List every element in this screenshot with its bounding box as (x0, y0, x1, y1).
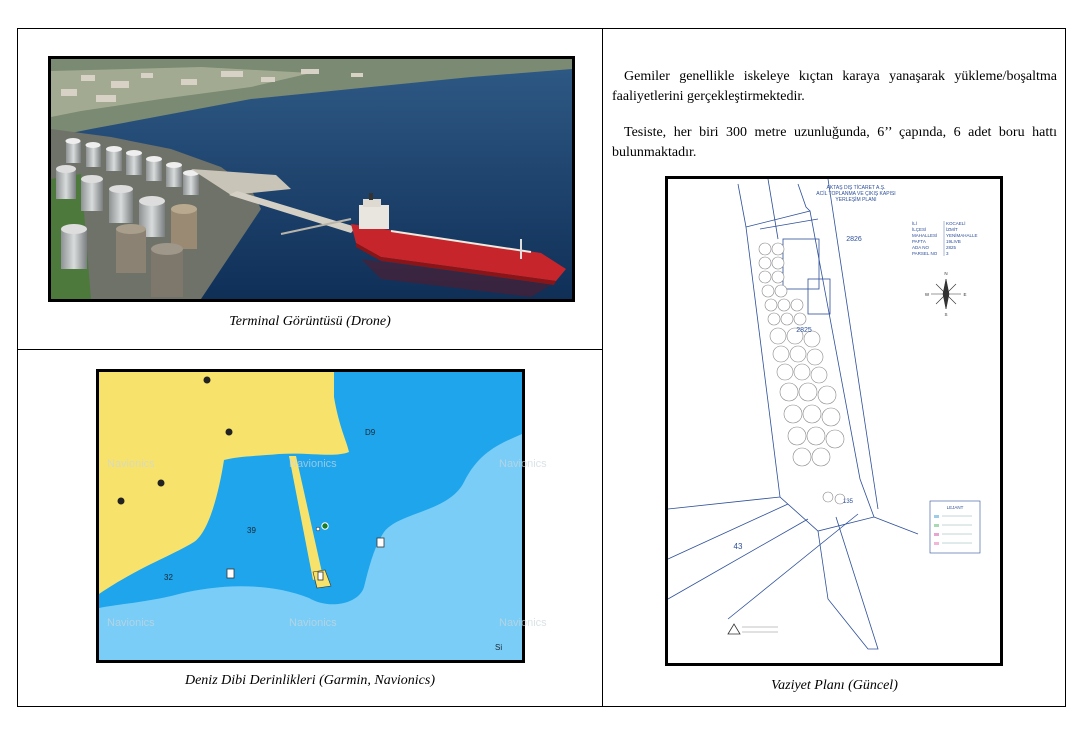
info-key: ADA NO (912, 245, 930, 250)
plan-legend (930, 501, 980, 553)
compass-letter: E (963, 292, 967, 297)
plan-title-line: ACİL TOPLANMA VE ÇIKIŞ KAPISI (816, 191, 896, 197)
depth-chart-caption: Deniz Dibi Derinlikleri (Garmin, Navionics) (184, 673, 436, 688)
navionics-watermark: Navionics (289, 458, 337, 470)
berthing-paragraph: Gemiler genellikle iskeleye kıçtan karaya yanaşarak yükleme/boşaltma faaliyetlerini gerçekleştirmektedir. (612, 69, 1057, 104)
terminal-drone-photo (48, 56, 575, 302)
navionics-watermark: Navionics (107, 458, 155, 470)
navionics-watermark: Navionics (499, 617, 547, 629)
drone-photo-caption: Terminal Görüntüsü (Drone) (229, 314, 391, 329)
depth-sounding: Si (495, 643, 503, 652)
compass-letter: S (944, 312, 948, 317)
parcel-label: 2825 (796, 327, 812, 334)
compass-letter: W (924, 292, 930, 297)
parcel-label: 135 (842, 499, 854, 505)
info-key: PAFTA (912, 239, 926, 244)
parcel-label: 43 (733, 542, 743, 551)
depth-sounding: 32 (164, 573, 173, 582)
info-key: PARSEL NO (912, 251, 938, 256)
navionics-watermark: Navionics (499, 458, 547, 470)
legend-title: LEJANT (946, 505, 964, 510)
pipeline-paragraph: Tesiste, her biri 300 metre uzunluğunda, 6’’ çapında, 6 adet boru hattı bulunmaktadır. (612, 125, 1057, 160)
info-value: YENİMAHALLE (946, 233, 978, 238)
info-value: 2825 (946, 245, 957, 250)
plan-title-line: YERLEŞİM PLANI (835, 197, 877, 203)
info-value: İZMİT (946, 227, 958, 232)
info-value: 3 (946, 251, 949, 256)
navionics-watermark: Navionics (107, 617, 155, 629)
info-key: MAHALLESİ (912, 233, 938, 238)
seabed-depth-chart (96, 369, 547, 663)
depth-sounding: D9 (365, 428, 376, 437)
info-value: KOCAELİ (946, 221, 966, 226)
info-key: İLİ (912, 221, 918, 226)
parcel-label: 2826 (846, 236, 862, 243)
info-key: İLÇESİ (912, 227, 927, 232)
depth-sounding: 39 (247, 526, 256, 535)
site-plan-drawing (665, 176, 1003, 666)
plan-title-line: AKTAŞ DIŞ TİCARET A.Ş. (826, 185, 886, 191)
navionics-watermark: Navionics (289, 617, 337, 629)
info-value: 19LIVB (946, 239, 961, 244)
column-divider (602, 28, 603, 707)
compass-letter: N (944, 271, 948, 276)
site-plan-caption: Vaziyet Planı (Güncel) (771, 678, 898, 693)
row-divider (17, 349, 603, 350)
